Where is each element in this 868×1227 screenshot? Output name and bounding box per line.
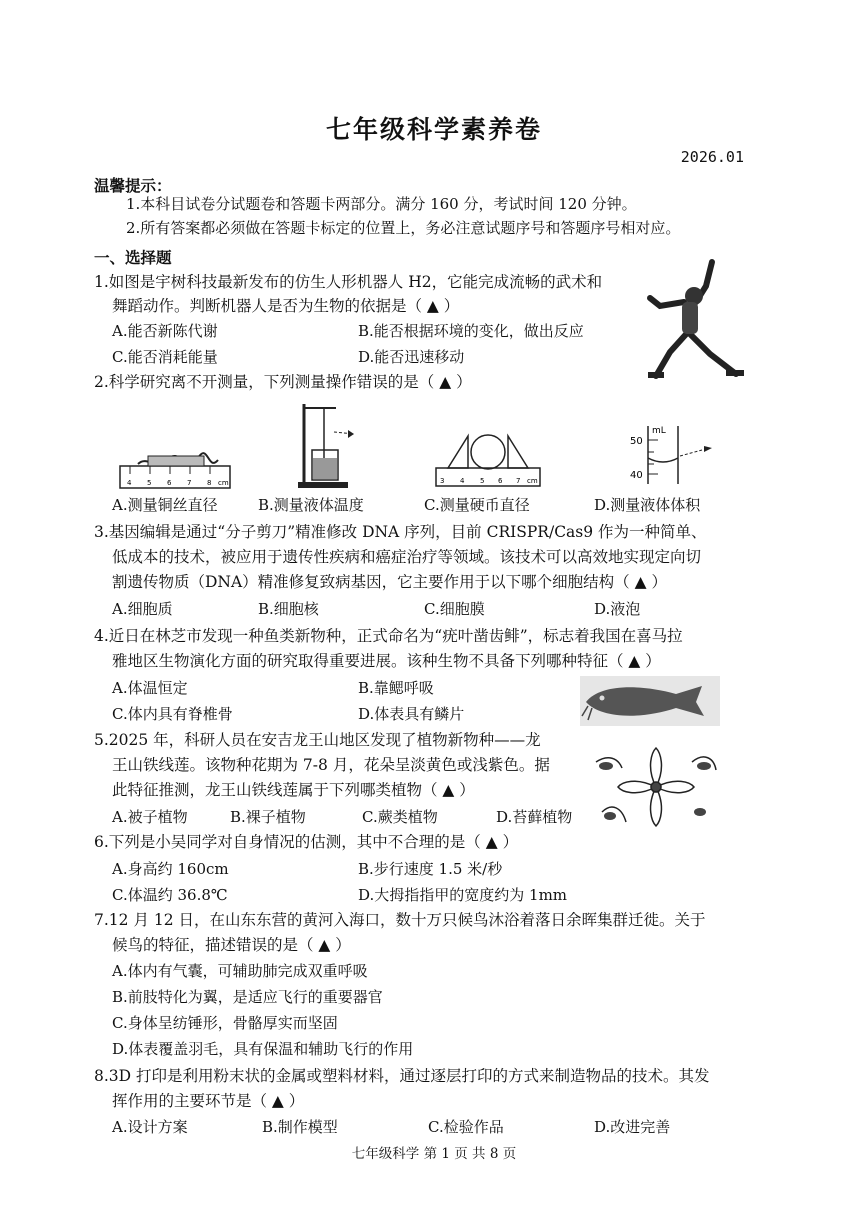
question-2-line-1: 2.科学研究离不开测量，下列测量操作错误的是（ ▲ ）	[94, 373, 472, 391]
notice-item-1: 1.本科目试卷分试题卷和答题卡两部分。满分 160 分，考试时间 120 分钟。	[126, 195, 637, 213]
q3-option-d: D.液泡	[594, 600, 641, 618]
question-1-line-1: 1.如图是宇树科技最新发布的仿生人形机器人 H2，它能完成流畅的武术和	[94, 273, 603, 291]
q8-option-a: A.设计方案	[112, 1118, 188, 1136]
q2-option-d: D.测量液体体积	[594, 496, 701, 514]
cylinder-figure	[628, 422, 718, 484]
q4-option-c: C.体内具有脊椎骨	[112, 705, 233, 723]
question-5-line-2: 王山铁线莲。该物种花期为 7-8 月，花朵呈淡黄色或浅紫色。据	[112, 756, 550, 774]
coin-ruler-tick-7: 7	[516, 477, 521, 485]
q7-option-d: D.体表覆盖羽毛，具有保温和辅助飞行的作用	[112, 1040, 414, 1058]
q1-option-d: D.能否迅速移动	[358, 348, 465, 366]
q6-option-d: D.大拇指指甲的宽度约为 1mm	[358, 886, 568, 904]
q7-option-c: C.身体呈纺锤形，骨骼厚实而坚固	[112, 1014, 338, 1032]
q5-option-c: C.蕨类植物	[362, 808, 438, 826]
ruler-tick-5: 5	[147, 479, 152, 487]
thermometer-figure	[296, 398, 366, 490]
q1-option-b: B.能否根据环境的变化，做出反应	[358, 322, 584, 340]
q4-option-b: B.靠鳃呼吸	[358, 679, 434, 697]
page-title: 七年级科学素养卷	[325, 115, 542, 144]
coin-ruler-figure	[434, 432, 544, 490]
q1-option-a: A.能否新陈代谢	[112, 322, 218, 340]
question-5-line-1: 5.2025 年，科研人员在安吉龙王山地区发现了植物新物种——龙	[94, 731, 541, 749]
q6-option-b: B.步行速度 1.5 米/秒	[358, 860, 503, 878]
q8-option-b: B.制作模型	[262, 1118, 338, 1136]
ruler-tick-7: 7	[187, 479, 192, 487]
ruler-unit: cm	[218, 479, 229, 487]
question-3-line-2: 低成本的技术，被应用于遗传性疾病和癌症治疗等领域。该技术可以高效地实现定向切	[112, 548, 702, 566]
q7-option-b: B.前肢特化为翼，是适应飞行的重要器官	[112, 988, 383, 1006]
question-4-line-2: 雅地区生物演化方面的研究取得重要进展。该种生物不具备下列哪种特征（ ▲ ）	[112, 652, 661, 670]
q4-option-d: D.体表具有鳞片	[358, 705, 465, 723]
notice-item-2: 2.所有答案都必须做在答题卡标定的位置上，务必注意试题序号和答题序号相对应。	[126, 219, 681, 237]
q4-option-a: A.体温恒定	[112, 679, 188, 697]
q2-option-b: B.测量液体温度	[258, 496, 364, 514]
coin-ruler-tick-5: 5	[480, 477, 485, 485]
question-7-line-2: 候鸟的特征，描述错误的是（ ▲ ）	[112, 936, 351, 954]
ruler-tick-8: 8	[207, 479, 212, 487]
clematis-flower-figure	[592, 742, 720, 832]
q3-option-c: C.细胞膜	[424, 600, 485, 618]
cylinder-unit: mL	[652, 426, 666, 436]
q6-option-c: C.体温约 36.8℃	[112, 886, 228, 904]
page-footer: 七年级科学 第 1 页 共 8 页	[351, 1146, 517, 1162]
ruler-tick-6: 6	[167, 479, 172, 487]
question-6-line-1: 6.下列是小吴同学对自身情况的估测，其中不合理的是（ ▲ ）	[94, 833, 519, 851]
robot-figure	[640, 258, 746, 384]
cylinder-tick-40: 40	[630, 470, 643, 481]
question-8-line-2: 挥作用的主要环节是（ ▲ ）	[112, 1092, 305, 1110]
ruler-tick-4: 4	[127, 479, 132, 487]
question-1-line-2: 舞蹈动作。判断机器人是否为生物的依据是（ ▲ ）	[112, 297, 460, 315]
notice-heading: 温馨提示：	[94, 176, 172, 195]
question-4-line-1: 4.近日在林芝市发现一种鱼类新物种，正式命名为“疣叶凿齿鲱”，标志着我国在喜马拉	[94, 627, 683, 645]
q5-option-b: B.裸子植物	[230, 808, 306, 826]
exam-date: 2026.01	[680, 148, 744, 166]
q1-option-c: C.能否消耗能量	[112, 348, 218, 366]
question-3-line-1: 3.基因编辑是通过“分子剪刀”精准修改 DNA 序列，目前 CRISPR/Cas9 作为一种简单、	[94, 523, 707, 541]
q5-option-d: D.苔藓植物	[496, 808, 573, 826]
q2-option-c: C.测量硬币直径	[424, 496, 530, 514]
q7-option-a: A.体内有气囊，可辅助肺完成双重呼吸	[112, 962, 368, 980]
coin-ruler-tick-6: 6	[498, 477, 503, 485]
question-5-line-3: 此特征推测，龙王山铁线莲属于下列哪类植物（ ▲ ）	[112, 781, 475, 799]
q8-option-d: D.改进完善	[594, 1118, 671, 1136]
coin-ruler-tick-4: 4	[460, 477, 465, 485]
q5-option-a: A.被子植物	[112, 808, 188, 826]
fish-figure	[580, 676, 720, 726]
cylinder-tick-50: 50	[630, 436, 643, 447]
q8-option-c: C.检验作品	[428, 1118, 504, 1136]
coin-ruler-tick-3: 3	[440, 477, 445, 485]
question-7-line-1: 7.12 月 12 日，在山东东营的黄河入海口，数十万只候鸟沐浴着落日余晖集群迁徙。关于	[94, 911, 706, 929]
question-8-line-1: 8.3D 打印是利用粉末状的金属或塑料材料，通过逐层打印的方式来制造物品的技术。其发	[94, 1067, 710, 1085]
wire-ruler-figure	[118, 452, 233, 492]
q3-option-a: A.细胞质	[112, 600, 173, 618]
q6-option-a: A.身高约 160cm	[112, 860, 229, 878]
q2-option-a: A.测量铜丝直径	[112, 496, 218, 514]
coin-ruler-unit: cm	[527, 477, 538, 485]
section-heading: 一、选择题	[94, 248, 172, 267]
q3-option-b: B.细胞核	[258, 600, 319, 618]
question-3-line-3: 割遗传物质（DNA）精准修复致病基因，它主要作用于以下哪个细胞结构（ ▲ ）	[112, 573, 667, 591]
